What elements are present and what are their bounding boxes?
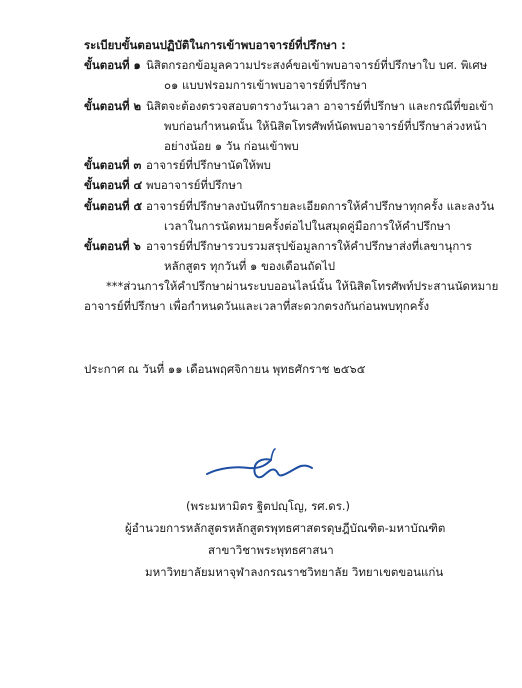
- signatory-institution: มหาวิทยาลัยมหาจุฬาลงกรณราชวิทยาลัย วิทยาเขตขอนแก่น: [145, 565, 444, 579]
- step-text-line: อาจารย์ที่ปรึกษารวบรวมสรุปข้อมูลการให้คำปรึกษาส่งที่เลขานุการ: [146, 239, 472, 253]
- step-2: [84, 96, 494, 156]
- signatory-department: สาขาวิชาพระพุทธศาสนา: [208, 543, 334, 557]
- step-label: ขั้นตอนที่ ๔: [84, 178, 143, 192]
- step-label: ขั้นตอนที่ ๓: [84, 158, 142, 172]
- step-label: ขั้นตอนที่ ๑: [84, 58, 141, 72]
- document-heading: ระเบียบขั้นตอนปฏิบัติในการเข้าพบอาจารย์ที่ปรึกษา :: [84, 38, 346, 52]
- signatory-name: (พระมหามิตร ฐิตปญฺโญ, รศ.ดร.): [186, 499, 351, 513]
- signatory-position: ผู้อำนวยการหลักสูตรหลักสูตรพุทธศาสตรดุษฎีบัณฑิต-มหาบัณฑิต: [125, 521, 446, 535]
- step-text-line: อาจารย์ที่ปรึกษานัดให้พบ: [146, 158, 271, 172]
- step-5: [84, 196, 494, 236]
- step-text-line: ๐๑ แบบฟรอมการเข้าพบอาจารย์ที่ปรึกษา: [164, 78, 368, 92]
- step-label: ขั้นตอนที่ ๒: [84, 99, 142, 113]
- note-line: ***ส่วนการให้คำปรึกษาผ่านระบบออนไลน์นั้น ให้นิสิตโทรศัพท์ประสานนัดหมาย: [106, 279, 499, 293]
- step-text-line: หลักสูตร ทุกวันที่ ๑ ของเดือนถัดไป: [164, 259, 336, 273]
- step-1: [84, 55, 494, 95]
- step-text-line: นิสิตกรอกข้อมูลความประสงค์ขอเข้าพบอาจารย์ที่ปรึกษาใบ บศ. พิเศษ: [146, 58, 488, 72]
- note-line: อาจารย์ที่ปรึกษา เพื่อกำหนดวันและเวลาที่สะดวกตรงกันก่อนพบทุกครั้ง: [84, 299, 430, 313]
- step-text-line: อาจารย์ที่ปรึกษาลงบันทึกรายละเอียดการให้คำปรึกษาทุกครั้ง และลงวัน: [146, 199, 495, 213]
- step-text-line: พบก่อนกำหนดนั้น ให้นิสิตโทรศัพท์นัดพบอาจารย์ที่ปรึกษาล่วงหน้า: [164, 119, 488, 133]
- handwritten-signature: [205, 446, 315, 486]
- step-3: [84, 155, 494, 175]
- online-consult-note: [84, 276, 504, 316]
- step-text-line: เวลาในการนัดหมายครั้งต่อไปในสมุดคู่มือการให้คำปรึกษา: [164, 219, 451, 233]
- step-label: ขั้นตอนที่ ๕: [84, 199, 143, 213]
- step-6: [84, 236, 494, 276]
- announcement-date: ประกาศ ณ วันที่ ๑๑ เดือนพฤศจิกายน พุทธศักราช ๒๕๖๕: [84, 362, 366, 376]
- step-text-line: นิสิตจะต้องตรวจสอบตารางวันเวลา อาจารย์ที่ปรึกษา และกรณีที่ขอเข้า: [146, 99, 494, 113]
- step-text-line: อย่างน้อย ๑ วัน ก่อนเข้าพบ: [164, 139, 299, 153]
- step-4: [84, 175, 494, 195]
- step-label: ขั้นตอนที่ ๖: [84, 239, 141, 253]
- step-text-line: พบอาจารย์ที่ปรึกษา: [146, 178, 243, 192]
